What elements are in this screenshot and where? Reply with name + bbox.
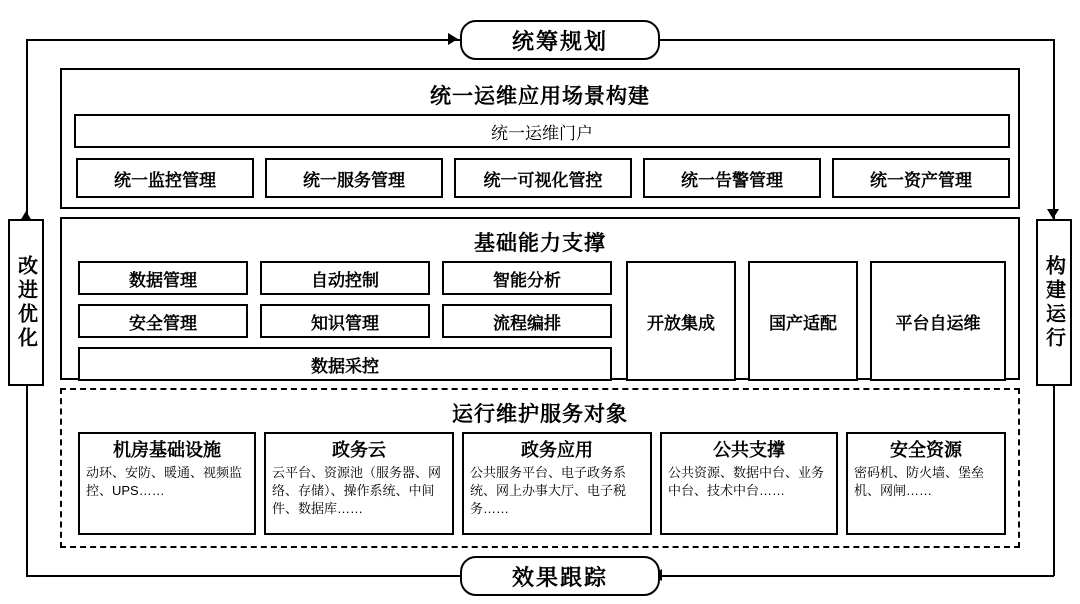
stage-improve-node[interactable] bbox=[8, 219, 44, 386]
stage-tracking-label: 效果跟踪 bbox=[511, 564, 608, 590]
service-object-card-title: 政务云 bbox=[332, 440, 386, 460]
connector-right-upper-vertical bbox=[1053, 39, 1055, 221]
capability-label: 国产适配 bbox=[769, 313, 837, 333]
arrow-into-top-pill bbox=[448, 33, 458, 45]
stage-planning-node[interactable] bbox=[460, 20, 660, 60]
service-object-card-desc: 公共服务平台、电子政务系统、网上办事大厅、电子税务…… bbox=[470, 465, 627, 516]
service-object-card-desc: 动环、安防、暖通、视频监控、UPS…… bbox=[86, 465, 243, 498]
capability-label: 知识管理 bbox=[311, 313, 379, 333]
capability-label: 流程编排 bbox=[493, 313, 561, 333]
unified-portal-label: 统一运维门户 bbox=[491, 123, 593, 143]
service-object-card-datacenter[interactable] bbox=[78, 432, 256, 535]
connector-top-left-horizontal bbox=[26, 39, 460, 41]
connector-bottom-right-horizontal bbox=[660, 575, 1054, 577]
stage-planning-label: 统筹规划 bbox=[511, 28, 608, 54]
stage-tracking-node[interactable] bbox=[460, 556, 660, 596]
capability-data-collection[interactable] bbox=[78, 347, 612, 381]
capability-label: 自动控制 bbox=[311, 270, 379, 290]
service-object-card-title: 公共支撑 bbox=[713, 440, 785, 460]
capability-intelligent-analysis[interactable] bbox=[442, 261, 612, 295]
capability-knowledge-management[interactable] bbox=[260, 304, 430, 338]
capability-platform-self-ops[interactable] bbox=[870, 261, 1006, 381]
scene-item-label: 统一资产管理 bbox=[870, 170, 972, 190]
service-object-card-title: 政务应用 bbox=[521, 440, 593, 460]
capability-open-integration[interactable] bbox=[626, 261, 736, 381]
capability-label: 平台自运维 bbox=[895, 313, 981, 333]
scene-item-label: 统一监控管理 bbox=[114, 170, 216, 190]
stage-build-label: 构建运行 bbox=[1042, 254, 1065, 351]
service-object-card-desc: 公共资源、数据中台、业务中台、技术中台…… bbox=[668, 465, 825, 498]
service-object-card-title: 机房基础设施 bbox=[113, 440, 221, 460]
service-object-card-govcloud[interactable] bbox=[264, 432, 454, 535]
scene-item-service[interactable] bbox=[265, 158, 443, 198]
scene-item-label: 统一可视化管控 bbox=[483, 170, 603, 190]
connector-left-lower-vertical bbox=[26, 384, 28, 576]
connector-right-lower-vertical bbox=[1053, 384, 1055, 576]
capability-label: 安全管理 bbox=[129, 313, 197, 333]
capability-process-orchestration[interactable] bbox=[442, 304, 612, 338]
capability-label: 数据采控 bbox=[311, 356, 379, 376]
scene-panel-title: 统一运维应用场景构建 bbox=[430, 85, 650, 108]
stage-improve-label: 改进优化 bbox=[14, 254, 37, 351]
scene-item-alarm[interactable] bbox=[643, 158, 821, 198]
capability-label: 智能分析 bbox=[493, 270, 561, 290]
capability-data-management[interactable] bbox=[78, 261, 248, 295]
capability-automation-control[interactable] bbox=[260, 261, 430, 295]
unified-portal-box[interactable] bbox=[74, 114, 1010, 148]
scene-item-visualization[interactable] bbox=[454, 158, 632, 198]
capability-domestic-adaptation[interactable] bbox=[748, 261, 858, 381]
service-object-panel bbox=[60, 388, 1020, 548]
connector-top-right-horizontal bbox=[660, 39, 1054, 41]
service-object-card-security[interactable] bbox=[846, 432, 1006, 535]
arrow-into-right-label bbox=[1047, 209, 1059, 219]
scene-item-monitoring[interactable] bbox=[76, 158, 254, 198]
capability-label: 数据管理 bbox=[129, 270, 197, 290]
scene-item-label: 统一服务管理 bbox=[303, 170, 405, 190]
connector-left-upper-vertical bbox=[26, 39, 28, 221]
stage-build-node[interactable] bbox=[1036, 219, 1072, 386]
capability-security-management[interactable] bbox=[78, 304, 248, 338]
service-object-card-desc: 云平台、资源池（服务器、网络、存储）、操作系统、中间件、数据库…… bbox=[272, 465, 442, 516]
scene-item-asset[interactable] bbox=[832, 158, 1010, 198]
capability-label: 开放集成 bbox=[647, 313, 715, 333]
service-object-title: 运行维护服务对象 bbox=[452, 403, 628, 426]
base-capability-title: 基础能力支撑 bbox=[474, 232, 606, 255]
connector-bottom-left-horizontal bbox=[26, 575, 460, 577]
service-object-card-public-support[interactable] bbox=[660, 432, 838, 535]
service-object-card-govapp[interactable] bbox=[462, 432, 652, 535]
scene-item-label: 统一告警管理 bbox=[681, 170, 783, 190]
scene-panel bbox=[60, 68, 1020, 209]
base-capability-panel bbox=[60, 217, 1020, 380]
service-object-card-title: 安全资源 bbox=[890, 440, 962, 460]
service-object-card-desc: 密码机、防火墙、堡垒机、网闸…… bbox=[854, 465, 985, 498]
